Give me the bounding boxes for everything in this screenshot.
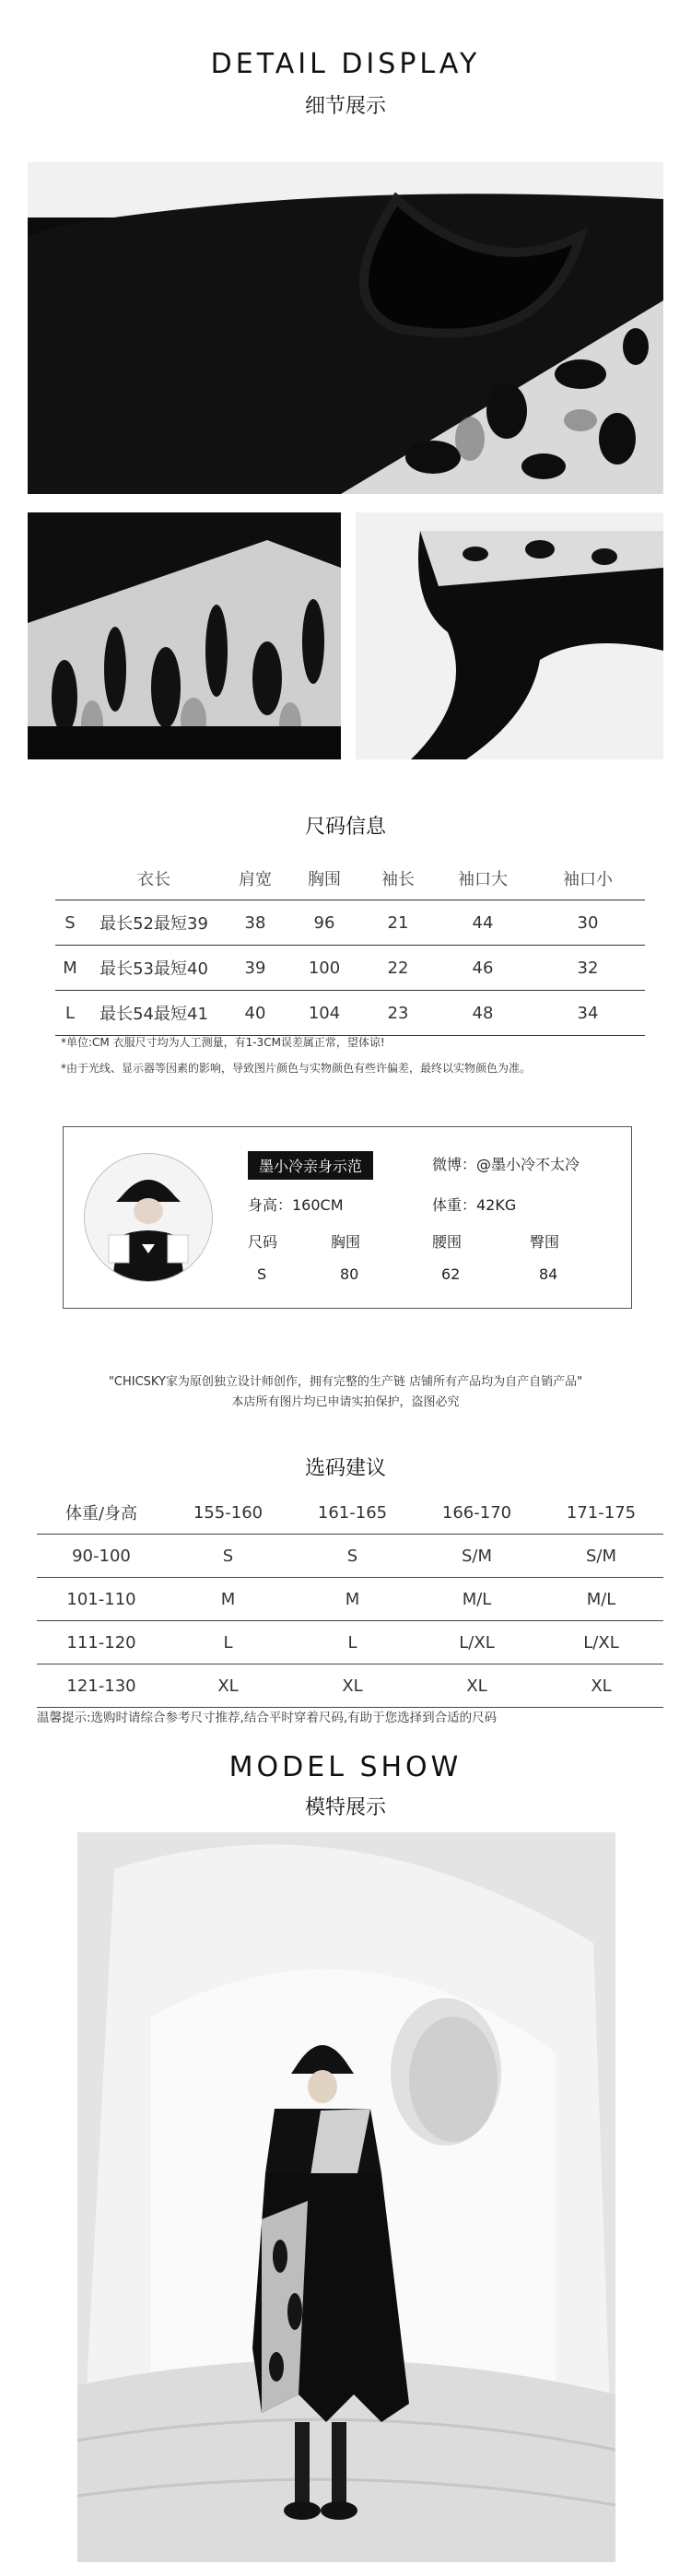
recommend-row (37, 1578, 663, 1621)
recommend-cell: M/L (539, 1578, 663, 1621)
recommend-cell: L/XL (415, 1621, 539, 1664)
model-header-size: 尺码 (248, 1233, 278, 1251)
model-header-waist: 腰围 (432, 1233, 463, 1251)
size-cell: 96 (287, 900, 361, 946)
model-header-chest: 胸围 (331, 1233, 361, 1251)
size-cell: 104 (287, 991, 361, 1036)
recommend-cell: S (166, 1535, 290, 1578)
recommend-cell: XL (166, 1664, 290, 1708)
size-cell: L (55, 991, 85, 1036)
recommend-cell: S/M (539, 1535, 663, 1578)
recommend-cell: XL (539, 1664, 663, 1708)
detail-title-cn: 细节展示 (304, 95, 386, 118)
size-cell: 32 (531, 946, 645, 991)
brand-note-line2: 本店所有图片均已申请实拍保护，盗图必究 (231, 1395, 460, 1409)
recommend-header-cell: 体重/身高 (37, 1491, 166, 1535)
size-cell: 48 (435, 991, 531, 1036)
detail-title-en: DETAIL DISPLAY (210, 48, 481, 80)
model-badge: 墨小冷亲身示范 (248, 1151, 373, 1180)
model-info-card (63, 1126, 632, 1309)
size-row-m (55, 946, 645, 991)
model-value-size: S (257, 1265, 267, 1283)
model-value-waist: 62 (441, 1265, 461, 1283)
recommend-cell: S (290, 1535, 415, 1578)
size-cell: 39 (223, 946, 287, 991)
size-header-empty (55, 857, 85, 900)
model-show-photo (77, 1832, 615, 2562)
size-cell: 40 (223, 991, 287, 1036)
detail-photo-collar (28, 162, 663, 494)
recommend-cell: L/XL (539, 1621, 663, 1664)
recommend-cell: XL (290, 1664, 415, 1708)
recommend-tip: 温馨提示:选购时请综合参考尺寸推荐,结合平时穿着尺码,有助于您选择到合适的尺码 (37, 1711, 498, 1725)
recommend-header-cell: 155-160 (166, 1491, 290, 1535)
size-cell: M (55, 946, 85, 991)
size-cell: 34 (531, 991, 645, 1036)
size-cell: 23 (361, 991, 435, 1036)
model-avatar (84, 1153, 213, 1282)
model-value-chest: 80 (340, 1265, 359, 1283)
recommend-cell: L (290, 1621, 415, 1664)
size-cell: 22 (361, 946, 435, 991)
model-weibo: 微博：@墨小冷不太冷 (432, 1156, 580, 1173)
model-show-title-en: MODEL SHOW (228, 1751, 463, 1783)
model-value-hip: 84 (539, 1265, 558, 1283)
size-header-cuff-small: 袖口小 (563, 870, 613, 889)
size-cell: 21 (361, 900, 435, 946)
size-note-color: *由于光线、显示器等因素的影响，导致图片颜色与实物颜色有些许偏差，最终以实物颜色为准。 (61, 1062, 532, 1075)
recommend-row (37, 1535, 663, 1578)
size-table-header (55, 857, 645, 900)
recommend-cell: 101-110 (37, 1578, 166, 1621)
recommend-header-cell: 166-170 (415, 1491, 539, 1535)
size-note-unit: *单位:CM 衣服尺寸均为人工测量，有1-3CM误差属正常，望体谅! (61, 1036, 385, 1049)
size-cell: 38 (223, 900, 287, 946)
recommend-cell: XL (415, 1664, 539, 1708)
size-info-title: 尺码信息 (304, 816, 386, 839)
size-cell: 最长52最短39 (85, 900, 223, 946)
size-header-shoulder: 肩宽 (239, 870, 272, 889)
model-show-title-cn: 模特展示 (304, 1796, 386, 1819)
size-header-cuff-large: 袖口大 (458, 870, 508, 889)
recommend-cell: M/L (415, 1578, 539, 1621)
model-weight: 体重：42KG (432, 1196, 517, 1214)
size-header-length: 衣长 (137, 870, 170, 889)
size-cell: 100 (287, 946, 361, 991)
brand-note-line1: "CHICSKY家为原创独立设计师创作，拥有完整的生产链 店铺所有产品均为自产自销产品" (108, 1375, 583, 1389)
detail-photo-hem (356, 512, 663, 759)
size-cell: 最长53最短40 (85, 946, 223, 991)
size-header-sleeve: 袖长 (381, 870, 415, 889)
recommend-header-cell: 171-175 (539, 1491, 663, 1535)
recommend-cell: 90-100 (37, 1535, 166, 1578)
model-header-hip: 臀围 (530, 1233, 560, 1251)
recommend-title: 选码建议 (304, 1457, 386, 1480)
size-cell: 44 (435, 900, 531, 946)
recommend-row (37, 1664, 663, 1708)
size-cell: 30 (531, 900, 645, 946)
size-row-s (55, 900, 645, 946)
model-height: 身高：160CM (248, 1196, 344, 1214)
recommend-cell: S/M (415, 1535, 539, 1578)
size-row-l (55, 991, 645, 1036)
recommend-cell: 121-130 (37, 1664, 166, 1708)
recommend-table (37, 1491, 663, 1708)
recommend-cell: 111-120 (37, 1621, 166, 1664)
recommend-header (37, 1491, 663, 1535)
recommend-header-cell: 161-165 (290, 1491, 415, 1535)
size-cell: 46 (435, 946, 531, 991)
size-cell: S (55, 900, 85, 946)
recommend-cell: M (290, 1578, 415, 1621)
recommend-row (37, 1621, 663, 1664)
recommend-cell: M (166, 1578, 290, 1621)
size-table (55, 857, 645, 1036)
recommend-cell: L (166, 1621, 290, 1664)
detail-photo-print (28, 512, 341, 759)
size-header-chest: 胸围 (308, 870, 341, 889)
size-cell: 最长54最短41 (85, 991, 223, 1036)
